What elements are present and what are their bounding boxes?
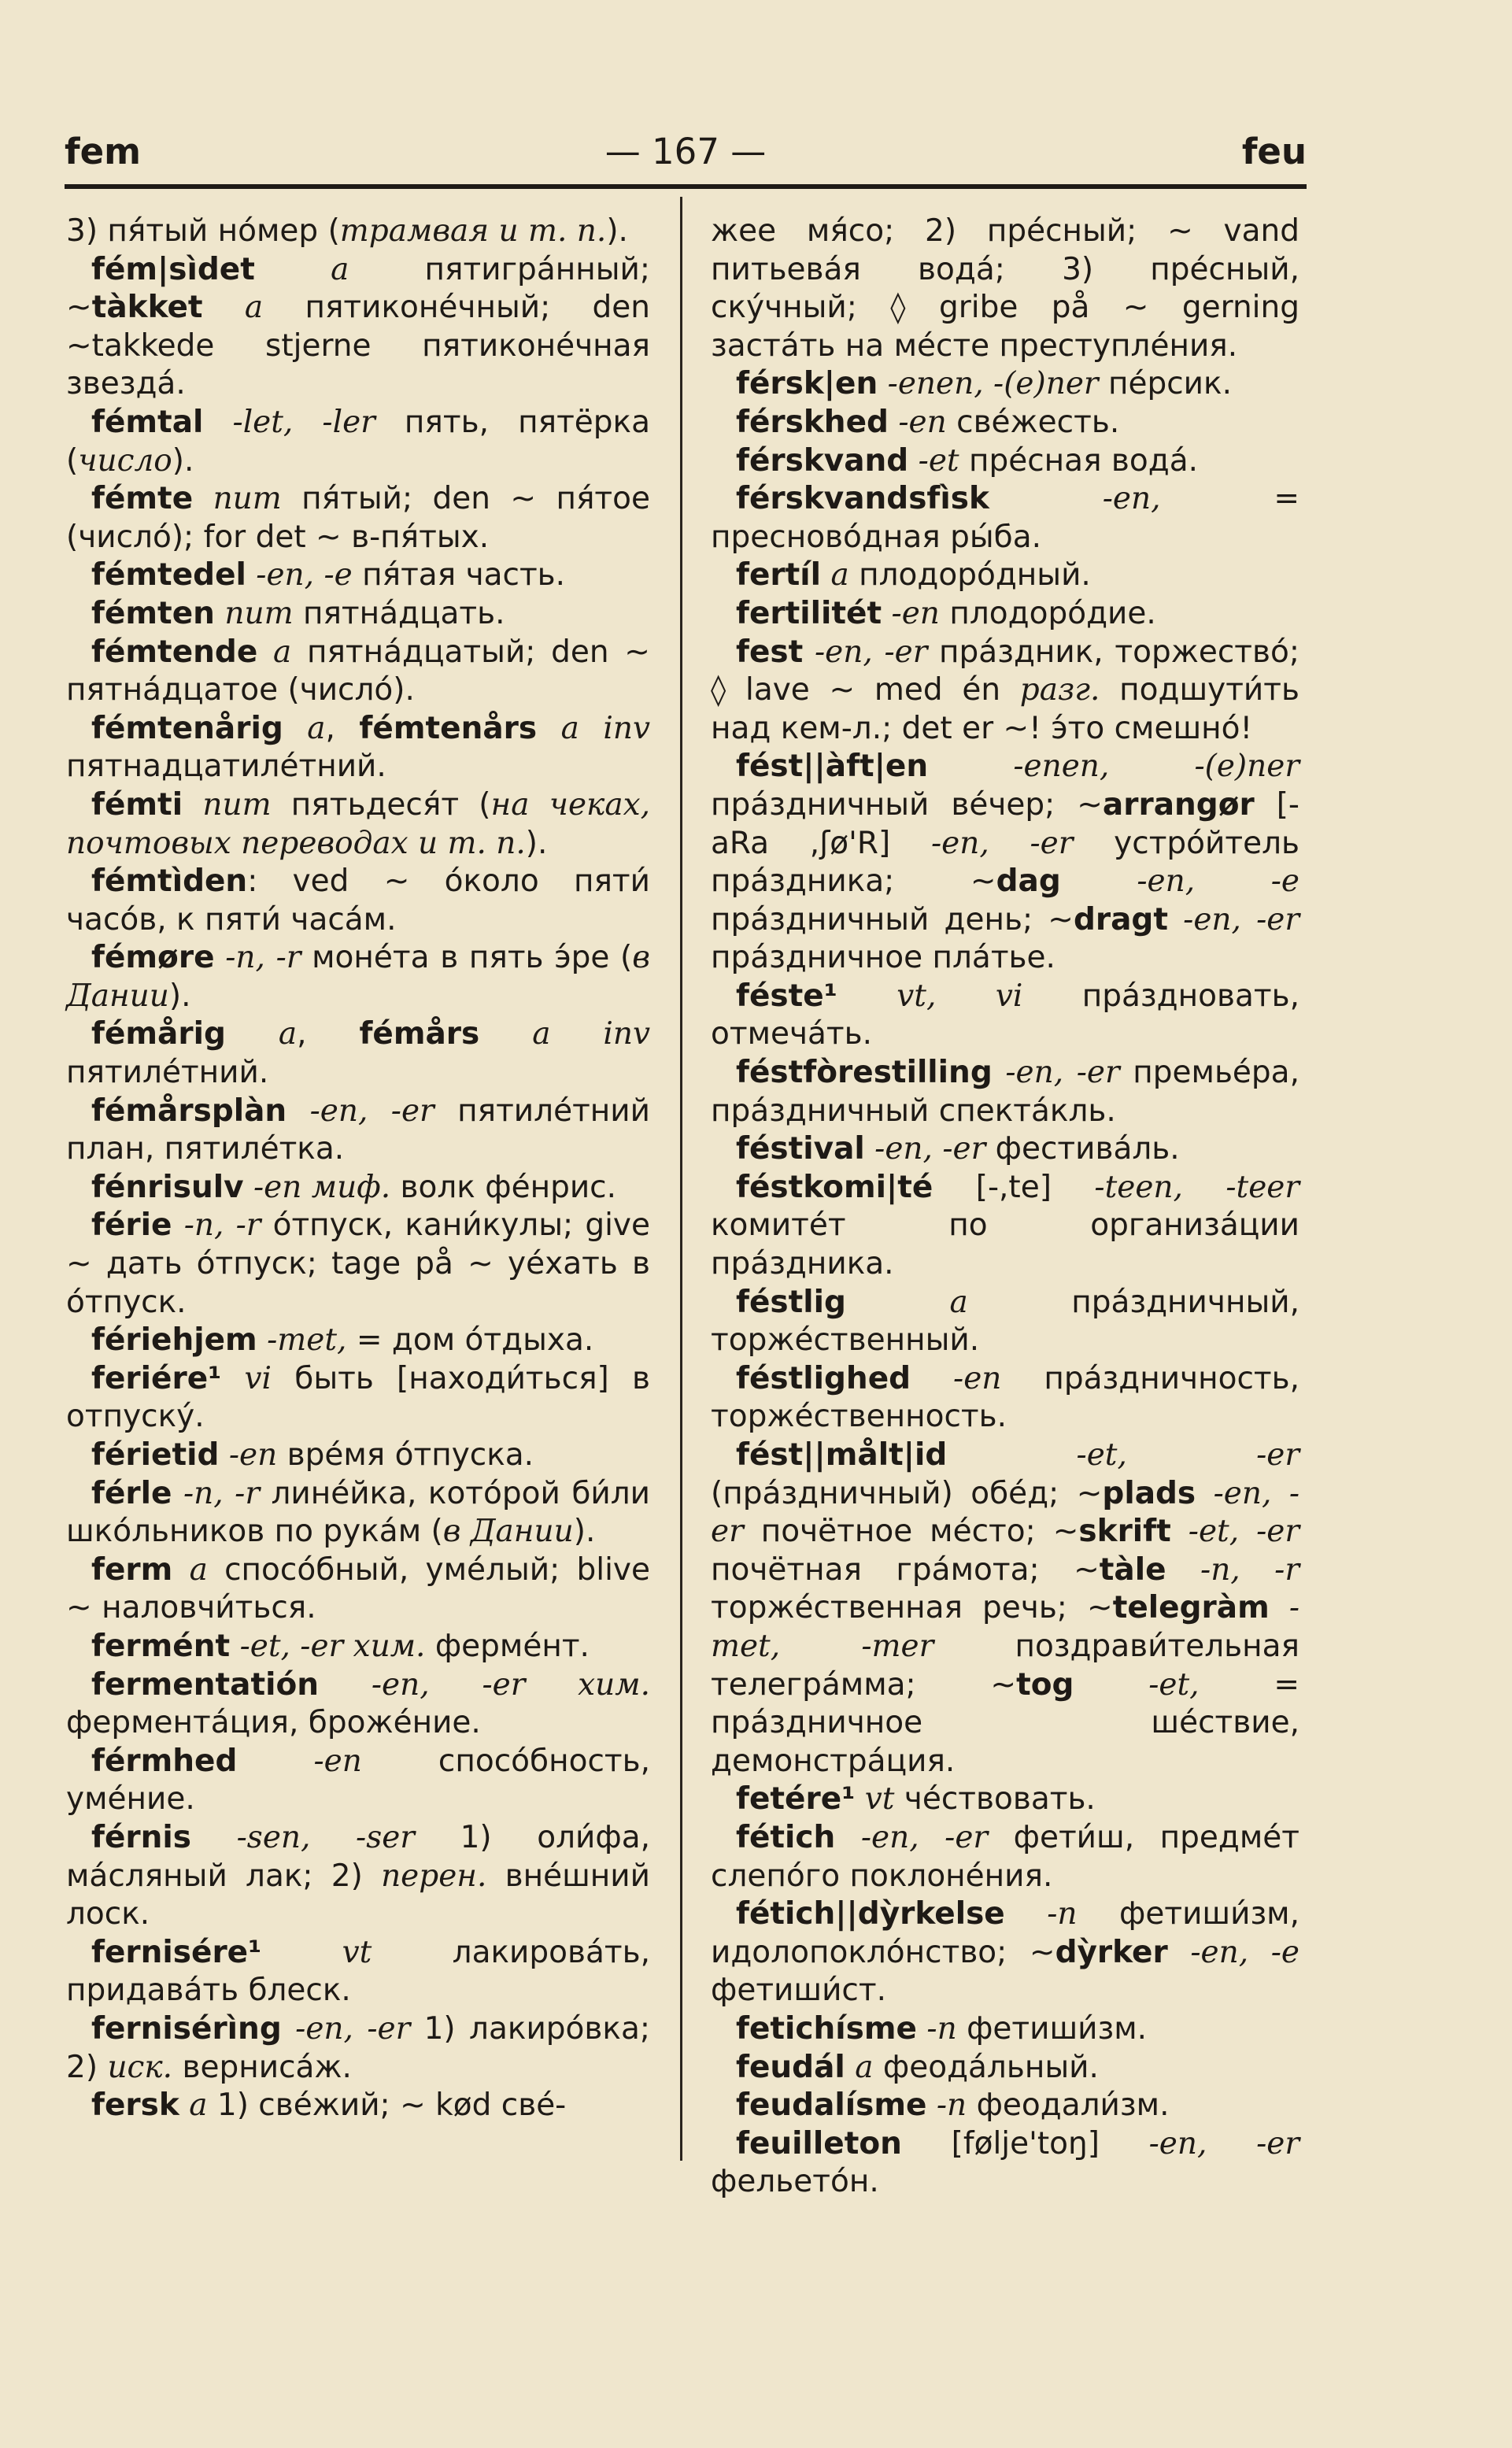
dictionary-entry: férnis -sen, -ser 1) оли́фа, ма́сляный лак; 2) перен. вне́шний лоск. [66, 1819, 650, 1932]
dictionary-entry: fémårsplàn -en, -er пятиле́тний план, пятиле́тка. [66, 1093, 650, 1167]
right-column [711, 213, 1299, 2202]
dictionary-entry: férie -n, -r о́тпуск, кани́кулы; give ~ дать о́тпуск; tage på ~ уе́хать в о́тпуск. [66, 1207, 650, 1320]
dictionary-entry: fémtende a пятна́дцатый; den ~ пятна́дцатое (число́). [66, 634, 650, 708]
dictionary-entry: férle -n, -r лине́йка, кото́рой би́ли шко́льников по рука́м (в Дании). [66, 1475, 650, 1550]
dictionary-entry: fést||àft|en -enen, -(e)ner пра́здничный ве́чер; ~arrangør [-aRa ,ʃø'R] -en, -er устро́йтель пра́здника; ~dag -en, -e пра́здничный день; ~dragt -en, -er пра́здничное пла́тье. [711, 749, 1300, 976]
dictionary-entry: fémtìden: ved ~ о́коло пяти́ часо́в, к пяти́ часа́м. [66, 863, 650, 937]
left-column [66, 213, 650, 2125]
dictionary-entry: fémte num пя́тый; den ~ пя́тое (число́); for det ~ в-пя́тых. [66, 481, 650, 555]
dictionary-entry: férskvand -et пре́сная вода́. [736, 442, 1199, 479]
dictionary-entry: fétich||dỳrkelse -n фетиши́зм, идолопокло́нство; ~dỳrker -en, -e фетиши́ст. [711, 1896, 1299, 2009]
dictionary-entry: fést||målt|id -et, -er (пра́здничный) обе́д; ~plads -en, -er почётное ме́сто; ~skrift -et, -er почётная гра́мота; ~tàle -n, -r торже́ственная речь; ~telegràm -met, -mer поздрави́тельная телегра́мма; ~tog -et, = пра́здничное ше́ствие, демонстра́ция. [711, 1437, 1300, 1779]
dictionary-entry: férietid -en вре́мя о́тпуска. [91, 1437, 534, 1473]
dictionary-entry: féstival -en, -er фестива́ль. [736, 1131, 1180, 1167]
dictionary-entry: fermént -et, -er хим. ферме́нт. [91, 1628, 590, 1664]
dictionary-entry: fertíl a плодоро́дный. [736, 557, 1091, 594]
dictionary-entry: fertilitét -en плодоро́дие. [736, 595, 1156, 631]
page-number: — 167 — [604, 131, 767, 172]
dictionary-entry: 3) пя́тый но́мер (трамвая и т. п.). [66, 213, 628, 249]
dictionary-entry: fetére¹ vt че́ствовать. [736, 1781, 1096, 1818]
dictionary-entry: feuilleton [følje'toŋ] -en, -er фельето́н. [711, 2125, 1299, 2200]
dictionary-entry: fermentatión -en, -er хим. фермента́ция, броже́ние. [66, 1666, 650, 1741]
header-left-guideword: fem [65, 131, 141, 172]
dictionary-entry: férsk|en -enen, -(e)ner пе́рсик. [736, 366, 1232, 402]
dictionary-entry: feriére¹ vi быть [находи́ться] в отпуску́. [66, 1360, 650, 1435]
dictionary-entry: fémøre -n, -r моне́та в пять э́ре (в Дании). [66, 940, 650, 1014]
header-right-guideword: feu [1241, 131, 1307, 172]
dictionary-entry: fersk a 1) све́жий; ~ kød све́- [91, 2087, 567, 2124]
dictionary-entry: fernisére¹ vt лакирова́ть, придава́ть блеск. [66, 1934, 650, 2009]
column-divider [680, 197, 682, 2161]
dictionary-entry: fémten num пятна́дцать. [91, 595, 505, 631]
dictionary-entry: fémårig a, fémårs a inv пятиле́тний. [66, 1016, 651, 1091]
header-rule [65, 184, 1307, 189]
dictionary-entry: fériehjem -met, = дом о́тдыха. [91, 1322, 594, 1359]
dictionary-entry: féstkomi|té [-,te] -teen, -teer комите́т по организа́ции пра́здника. [711, 1169, 1300, 1282]
dictionary-entry: fest -en, -er пра́здник, торжество́; ◊ lave ~ med én разг. подшути́ть над кем-л.; det er ~! э́то смешно́! [711, 634, 1300, 746]
dictionary-entry: fém|sìdet a пятигра́нный; ~tàkket a пятиконе́чный; den ~takkede stjerne пятиконе́чная звезда́. [66, 251, 650, 402]
dictionary-entry: féstlig a пра́здничный, торже́ственный. [711, 1284, 1299, 1359]
dictionary-entry: férmhed -en спосо́бность, уме́ние. [66, 1743, 650, 1818]
dictionary-entry: féstlighed -en пра́здничность, торже́ственность. [711, 1360, 1299, 1435]
dictionary-entry: féste¹ vt, vi пра́здновать, отмеча́ть. [711, 978, 1299, 1052]
running-header [65, 131, 1307, 179]
dictionary-entry: feudalísme -n феодали́зм. [736, 2087, 1170, 2124]
dictionary-entry: fétich -en, -er фети́ш, предме́т слепо́го поклоне́ния. [711, 1819, 1299, 1894]
dictionary-entry: ferm a спосо́бный, уме́лый; blive ~ наловчи́ться. [66, 1551, 650, 1626]
dictionary-entry: férskhed -en све́жесть. [736, 404, 1120, 440]
dictionary-entry: férskvandsfìsk -en, = пресново́дная ры́ба. [711, 481, 1299, 555]
dictionary-entry: fetichísme -n фетиши́зм. [736, 2010, 1148, 2047]
dictionary-entry: fémtedel -en, -e пя́тая часть. [91, 557, 566, 594]
dictionary-entry: fénrisulv -en миф. волк фе́нрис. [91, 1169, 617, 1205]
dictionary-entry: féstfòrestilling -en, -er премье́ра, пра́здничный спекта́кль. [711, 1055, 1299, 1129]
dictionary-entry: fémtal -let, -ler пять, пятёрка (число). [66, 404, 650, 479]
dictionary-entry: fémti num пятьдеся́т (на чеках, почтовых переводах и т. п.). [66, 786, 650, 861]
dictionary-entry: fémtenårig a, fémtenårs a inv пятнадцатиле́тний. [66, 710, 650, 785]
dictionary-entry: жее мя́со; 2) пре́сный; ~ vand питьева́я вода́; 3) пре́сный, ску́чный; ◊ gribe på ~ gerning заста́ть на ме́сте преступле́ния. [711, 213, 1299, 364]
dictionary-entry: fernisérìng -en, -er 1) лакиро́вка; 2) иск. верниса́ж. [66, 2010, 650, 2085]
dictionary-entry: feudál a феода́льный. [736, 2049, 1099, 2085]
